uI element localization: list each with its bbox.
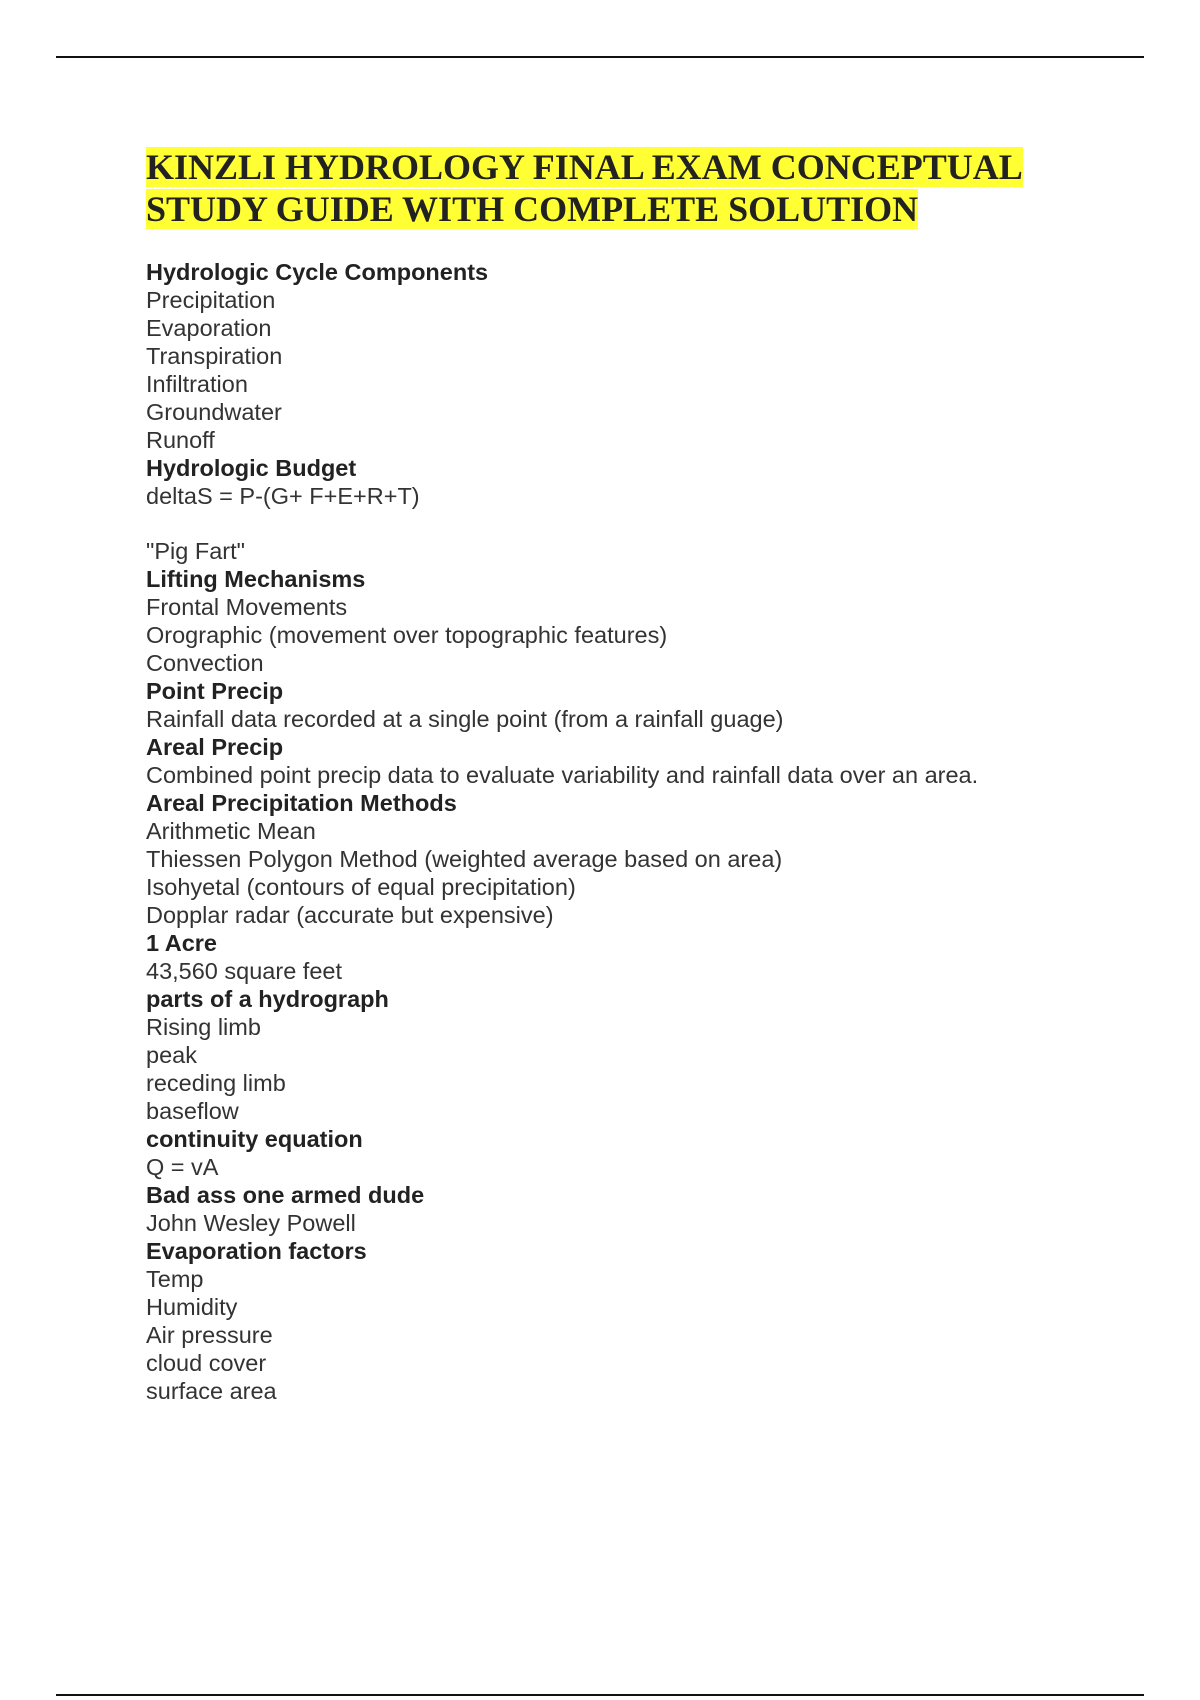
definition-line: surface area: [146, 1378, 277, 1404]
term-heading: parts of a hydrograph: [146, 986, 389, 1012]
title-line-2: STUDY GUIDE WITH COMPLETE SOLUTION: [146, 189, 919, 229]
term-heading: Lifting Mechanisms: [146, 566, 366, 592]
definition-line: Groundwater: [146, 399, 282, 425]
term-heading: Evaporation factors: [146, 1238, 367, 1264]
term-heading: Bad ass one armed dude: [146, 1182, 425, 1208]
title-line-1: KINZLI HYDROLOGY FINAL EXAM CONCEPTUAL: [146, 147, 1023, 187]
definition-line: Combined point precip data to evaluate variability and rainfall data over an area.: [146, 762, 979, 788]
definition-line: Convection: [146, 650, 264, 676]
term-heading: Areal Precip: [146, 734, 284, 760]
bottom-rule: [56, 1694, 1144, 1696]
definition-line: Air pressure: [146, 1322, 273, 1348]
definition-line: Thiessen Polygon Method (weighted average based on area): [146, 846, 783, 872]
top-rule: [56, 56, 1144, 58]
definition-line: receding limb: [146, 1070, 286, 1096]
term-heading: Point Precip: [146, 678, 284, 704]
document-title: [146, 146, 1106, 230]
definition-line: Infiltration: [146, 371, 248, 397]
definition-line: John Wesley Powell: [146, 1210, 356, 1236]
definition-line: Q = vA: [146, 1154, 219, 1180]
definition-line: deltaS = P-(G+ F+E+R+T): [146, 483, 420, 509]
definition-line: baseflow: [146, 1098, 239, 1124]
definition-line: Frontal Movements: [146, 594, 348, 620]
blank-line: [146, 510, 1126, 537]
definition-line: cloud cover: [146, 1350, 267, 1376]
term-heading: 1 Acre: [146, 930, 217, 956]
definition-line: Humidity: [146, 1294, 238, 1320]
definition-line: 43,560 square feet: [146, 958, 342, 984]
definition-line: Arithmetic Mean: [146, 818, 316, 844]
term-heading: Areal Precipitation Methods: [146, 790, 457, 816]
term-heading: Hydrologic Cycle Components: [146, 259, 489, 285]
definition-line: Rainfall data recorded at a single point (from a rainfall guage): [146, 706, 784, 732]
definition-line: Orographic (movement over topographic features): [146, 622, 668, 648]
definition-line: Dopplar radar (accurate but expensive): [146, 902, 554, 928]
definition-line: "Pig Fart": [146, 538, 245, 564]
document-body: [146, 258, 1126, 1405]
definition-line: Isohyetal (contours of equal precipitation): [146, 874, 576, 900]
definition-line: Temp: [146, 1266, 204, 1292]
term-heading: Hydrologic Budget: [146, 455, 357, 481]
definition-line: peak: [146, 1042, 197, 1068]
definition-line: Precipitation: [146, 287, 276, 313]
definition-line: Runoff: [146, 427, 215, 453]
definition-line: Rising limb: [146, 1014, 261, 1040]
term-heading: continuity equation: [146, 1126, 363, 1152]
definition-line: Evaporation: [146, 315, 272, 341]
definition-line: Transpiration: [146, 343, 283, 369]
